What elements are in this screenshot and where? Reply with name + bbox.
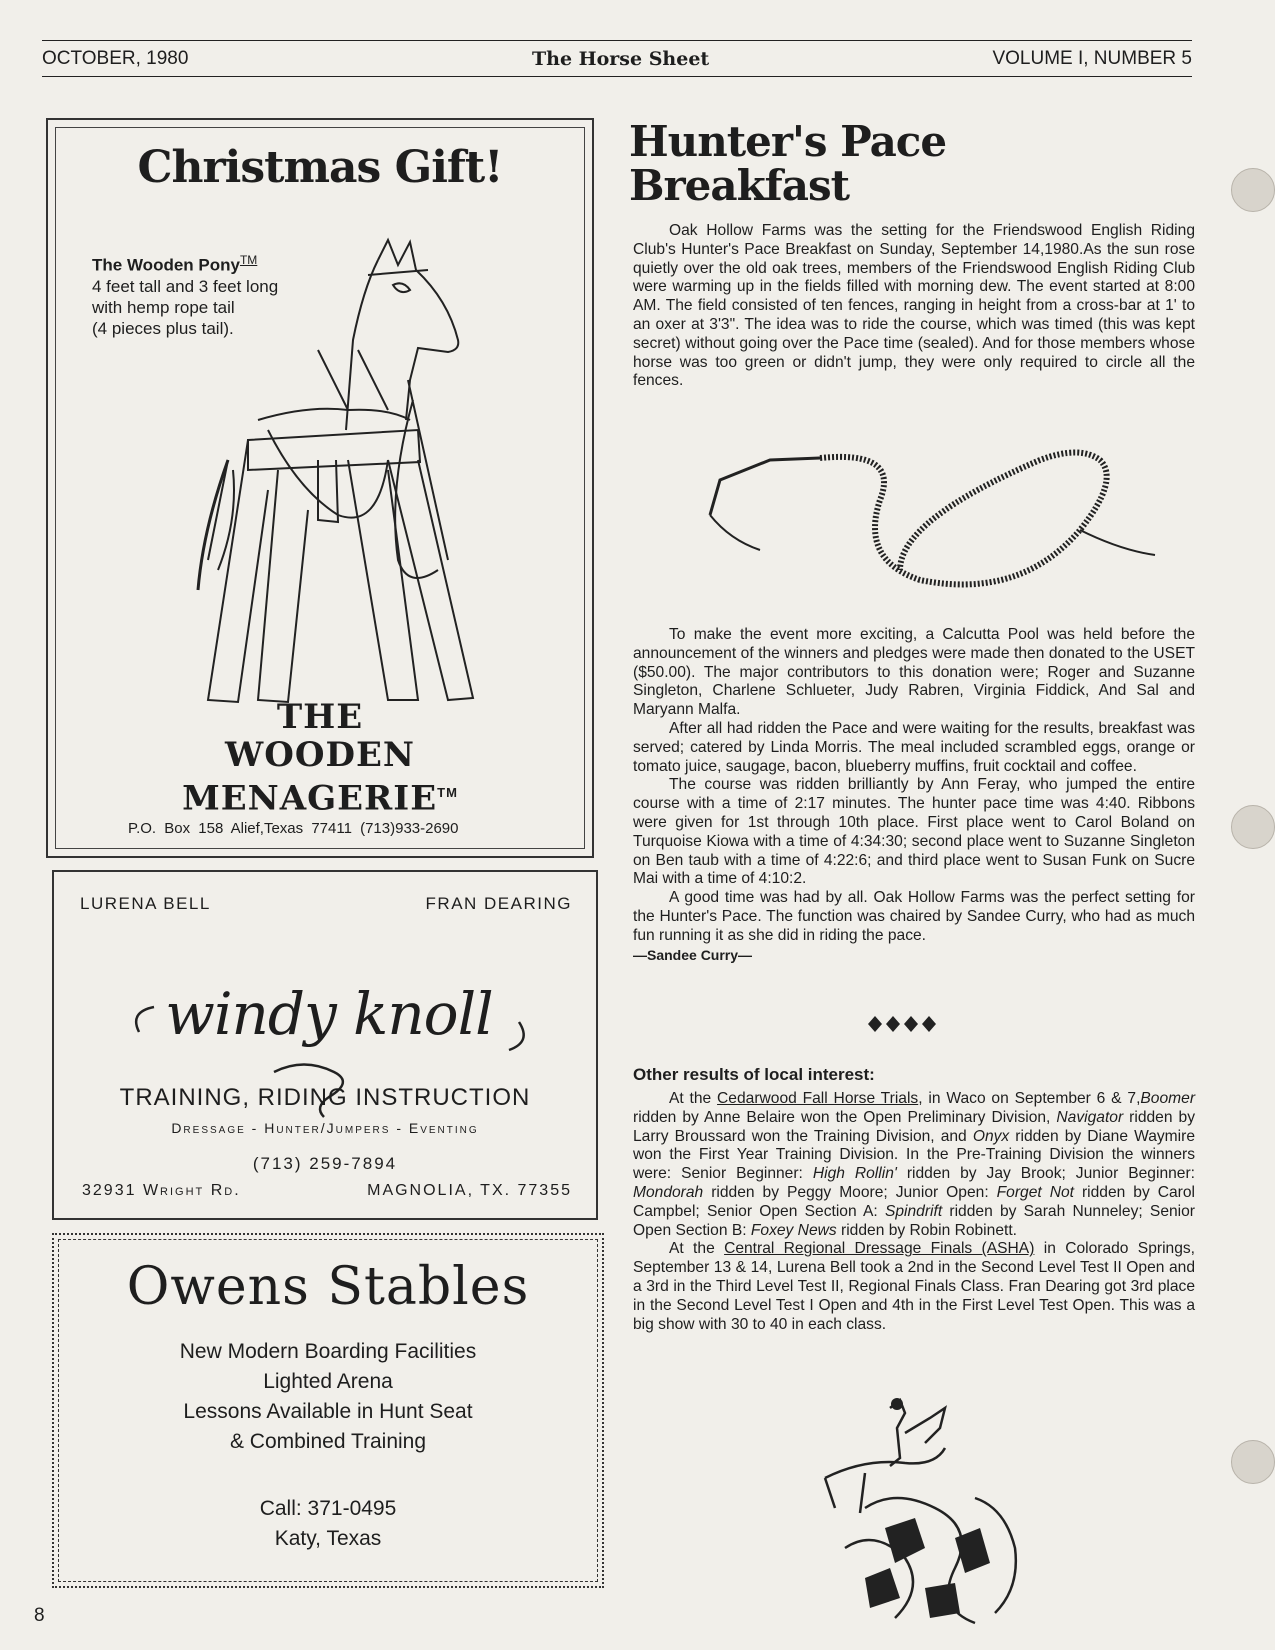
feature-arena: Lighted Arena [263,1370,393,1393]
binder-hole-top [1231,168,1275,212]
article-paragraph-1: Oak Hollow Farms was the setting for the Friendswood English Riding Club's Hunter's Pace Breakfast on Sunday, September 14,1980.As the sun rose quietly over the old oak trees, members of the Friendswood English Riding Club were warming up in the fields filled with morning dew. The event started at 8:00 AM. The field consisted of ten fences, ranging in height from a cross-bar at 1' to an oxer at 3'3". The idea was to ride the course, which was timed (this was kept secret) without going over the Pace time (sealed). And for those members whose horse was too green or didn't jump, they were only required to circle all the fences. [633,222,1195,390]
volume-number: VOLUME I, NUMBER 5 [992,48,1192,69]
horse-name: Spindrift [884,1202,943,1220]
product-size: 4 feet tall and 3 feet long [92,276,279,296]
result-dressage-finals [633,1240,1195,1334]
horse-name: Boomer [1140,1090,1196,1107]
trainer-name-right: FRAN DEARING [425,894,572,913]
event-name-dressage: Central Regional Dressage Finals (ASHA) [724,1240,1035,1258]
page-header [42,44,1192,74]
company-name-line-3 [48,774,592,817]
wooden-menagerie-ad [46,118,594,858]
company-trademark: TM [437,785,458,800]
windy-knoll-ad [52,870,598,1220]
article-intro [633,222,1195,391]
issue-date: OCTOBER, 1980 [42,48,189,69]
company-name-line-3-text: MENAGERIE [182,778,438,819]
text-run: ridden by Peggy Moore; Junior Open: [703,1183,997,1201]
horse-name: Mondorah [633,1183,704,1201]
feature-training: & Combined Training [229,1430,427,1453]
trainer-name-left: LURENA BELL [80,894,211,913]
text-run: ridden by Carol Campbel; Senior Open Section A: [633,1183,1196,1220]
product-tail: with hemp rope tail [92,297,235,317]
phone-number: (713) 259-7894 [252,1154,398,1173]
event-name-cedarwood: Cedarwood Fall Horse Trials [717,1090,919,1107]
text-run: At the [669,1240,725,1258]
text-run: ridden by Sarah Nunneley; Senior Open Section B: [633,1202,1195,1239]
services-line: TRAINING, RIDING INSTRUCTION [119,1084,531,1111]
horse-name: Navigator [1056,1108,1124,1126]
horse-name: High Rollin' [812,1165,897,1183]
result-cedarwood [633,1090,1195,1240]
header-rule-top [42,40,1192,41]
product-name: The Wooden Pony [92,255,240,275]
text-run: in Colorado Springs, September 13 & 14, Lurena Bell took a 2nd in the Second Level Test II Open and a 3rd in the Third Level Test II, Regional Finals Class. Fran Dearing got 3rd place in the Second Level Test I Open and 4th in the First Level Test Open. This was a big show with 30 to 40 in each class. [633,1240,1196,1333]
owens-stables-ad [52,1233,604,1588]
ad-headline: Christmas Gift! [137,142,503,193]
riding-whip-illustration [700,440,1160,600]
text-run: , in Waco on September 6 & 7, [918,1090,1141,1107]
company-name-line-1: THE [276,697,364,737]
publication-title: The Horse Sheet [532,48,710,70]
street-address: 32931 Wright Rd. [82,1182,241,1199]
city-address: MAGNOLIA, TX. 77355 [367,1182,572,1199]
other-results-heading: Other results of local interest: [633,1065,875,1084]
article-title-line-2: Breakfast [629,161,849,210]
binder-hole-bottom [1231,1440,1275,1484]
article-signature: —Sandee Curry— [633,946,753,963]
text-run: ridden by Robin Robinett. [836,1221,1017,1239]
header-rule-bottom [42,76,1192,77]
horse-name: Forget Not [996,1183,1074,1201]
article-paragraph-5: A good time was had by all. Oak Hollow Farms was the perfect setting for the Hunter's Pace. The function was chaired by Sandee Curry, who had as much fun running it as she did in riding the pace. [633,889,1195,944]
text-run: ridden by Larry Broussard won the Training Division, and [633,1108,1196,1145]
jumping-rider-illustration [805,1388,1055,1628]
feature-lessons: Lessons Available in Hunt Seat [183,1400,473,1423]
logo-script-text: windy knoll [165,980,493,1048]
article-title [629,117,1049,210]
feature-boarding: New Modern Boarding Facilities [179,1340,477,1363]
text-run: ridden by Diane Waymire won the First Year Training Division. In the Pre-Training Division the winners were: Senior Beginner: [633,1127,1195,1183]
binder-hole-middle [1231,805,1275,849]
article-title-line-1: Hunter's Pace [629,117,947,166]
text-run: ridden by Anne Belaire won the Open Preliminary Division, [633,1108,1057,1126]
wooden-pony-illustration [148,230,548,710]
article-body [633,626,1195,964]
article-paragraph-3: After all had ridden the Pace and were waiting for the results, breakfast was served; catered by Linda Morris. The meal included scrambled eggs, orange or tomato juice, saugage, bacon, blueberry muffins, fruit cocktail and coffee. [633,719,1195,775]
text-run: At the [669,1090,718,1107]
text-run: ridden by Jay Brook; Junior Beginner: [896,1165,1195,1183]
article-paragraph-4: The course was ridden brilliantly by Ann Feray, who jumped the entire course with a time of 2:17 minutes. The hunter pace time was 4:40. Ribbons were given for 1st through 10th place. First place went to Carol Boland on Turquoise Kiowa with a time of 4:34:30; second place went to Suzanne Singleton on Ben taub with a time of 4:22:6; and third place went to Susan Funk on Sucre Mai with a time of 4:10:2. [633,776,1195,888]
page-number: 8 [34,1605,45,1626]
product-pieces: (4 pieces plus tail). [92,318,234,338]
stables-location: Katy, Texas [274,1527,382,1550]
article-paragraph-2: To make the event more exciting, a Calcutta Pool was held before the announcement of the winners and pledges were made then donated to the USET ($50.00). The major contributors to this donation were; Roger and Suzanne Singleton, Charlene Schlueter, Judy Rabren, Virginia Fiddick, And Sal and Maryann Malfa. [633,626,1195,719]
disciplines-line: Dressage - Hunter/Jumpers - Eventing [171,1120,479,1136]
company-name [48,698,592,817]
company-name-line-2: WOODEN [225,735,415,775]
stables-name: Owens Stables [126,1257,530,1317]
other-results [633,1090,1195,1334]
horse-name: Foxey News [750,1221,837,1239]
diamond-divider-icon [860,1012,950,1036]
company-address: P.O. Box 158 Alief,Texas 77411 (713)933-2690 [128,820,459,837]
horse-name: Onyx [972,1127,1010,1145]
trademark-mark: TM [239,253,258,267]
stables-phone: Call: 371-0495 [259,1497,397,1520]
